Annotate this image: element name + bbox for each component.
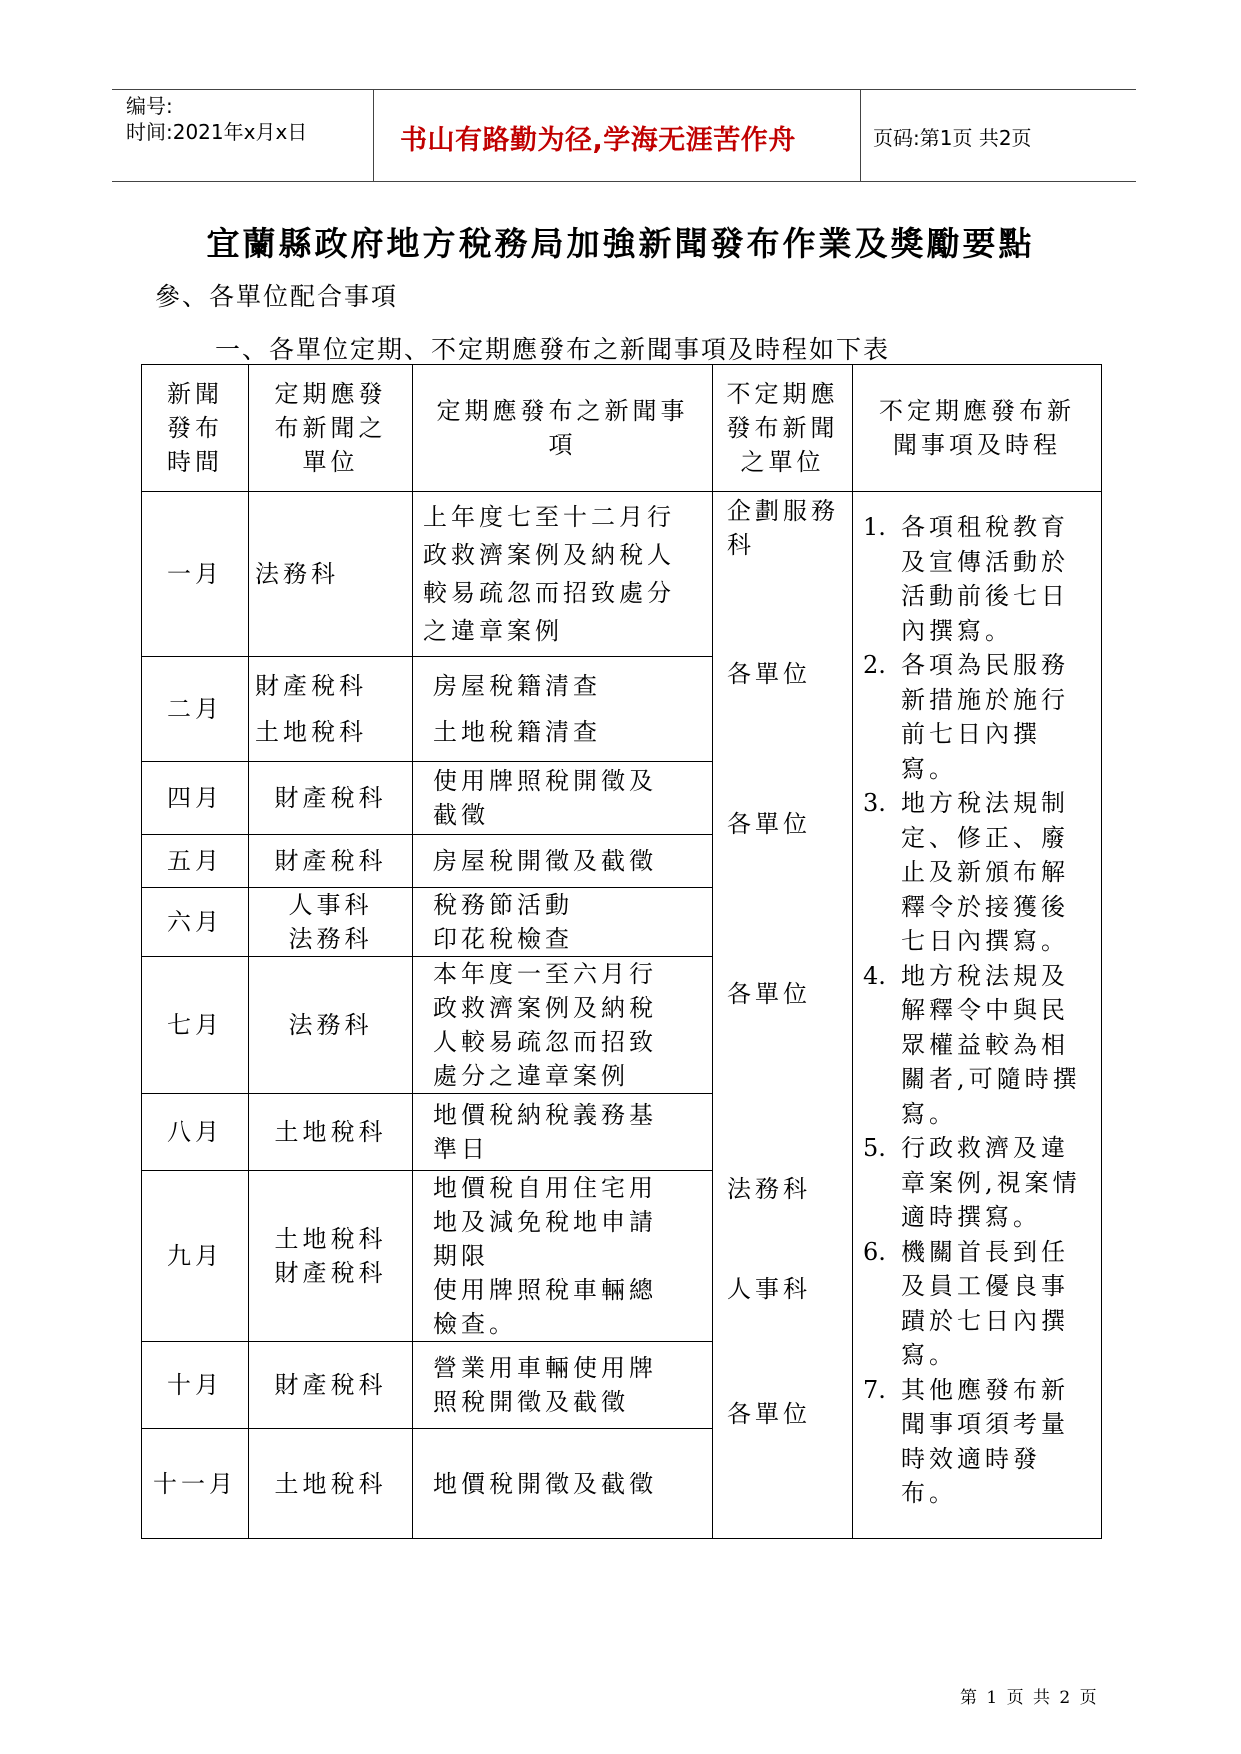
- document-date: 时间:2021年x月x日: [126, 120, 308, 144]
- header-release-time-line: 新聞: [167, 380, 223, 408]
- header-regular-unit-line: 定期應發: [274, 380, 387, 408]
- irregular-unit-label: 各單位: [727, 980, 811, 1008]
- rule-text: 其他應發布新聞事項須考量時效適時發布。: [901, 1375, 1069, 1507]
- regular-item-line: 地價稅開徵及截徵: [433, 1469, 657, 1498]
- regular-item-line: 印花稅檢查: [433, 925, 573, 953]
- regular-item-line: 使用牌照稅開徵及: [433, 767, 657, 795]
- rule-item: [863, 1131, 1093, 1235]
- regular-item-line: 上年度七至十二月行: [423, 503, 675, 531]
- rule-number: 3.: [863, 789, 886, 817]
- irregular-rules-list: [863, 510, 1093, 1511]
- regular-unit-line: 土地稅科: [274, 1225, 387, 1253]
- header-irregular-items-line: 不定期應發布新: [879, 397, 1075, 425]
- header-irregular-unit: [713, 365, 853, 492]
- header-bottom-rule: [112, 181, 1136, 182]
- regular-unit-line: 財產稅科: [274, 1371, 387, 1399]
- regular-item-cell: [413, 888, 713, 957]
- rule-number: 6.: [863, 1237, 886, 1266]
- rule-item: [863, 510, 1093, 648]
- regular-item-line: 照稅開徵及截徵: [433, 1388, 629, 1416]
- regular-item-cell: [413, 492, 713, 657]
- rule-text: 地方稅法規及解釋令中與民眾權益較為相關者,可隨時撰寫。: [901, 961, 1081, 1128]
- header-regular-item: [413, 365, 713, 492]
- regular-item-line: 截徵: [433, 801, 489, 829]
- section-heading: 參、各單位配合事項: [155, 282, 399, 311]
- rule-number: 4.: [863, 961, 886, 990]
- regular-item-line: 本年度一至六月行: [433, 960, 657, 988]
- regular-item-line: 營業用車輛使用牌: [433, 1354, 657, 1382]
- regular-unit-line: 財產稅科: [274, 784, 387, 812]
- regular-item-cell: [413, 1094, 713, 1171]
- rule-text: 各項租稅教育及宣傳活動於活動前後七日內撰寫。: [901, 513, 1069, 645]
- month-cell: 十一月: [142, 1429, 249, 1539]
- rule-text: 地方稅法規制定、修正、廢止及新頒布解釋令於接獲後七日內撰寫。: [901, 789, 1069, 955]
- header-top-rule: [112, 89, 1136, 90]
- regular-item-cell: [413, 957, 713, 1094]
- irregular-unit-label: 各單位: [727, 1400, 811, 1428]
- regular-item-line: 檢查。: [433, 1310, 517, 1338]
- month-cell: 四月: [142, 762, 249, 835]
- irregular-unit-cell: [713, 492, 853, 1539]
- regular-item-line: 房屋稅籍清查: [433, 672, 601, 700]
- rule-number: 7.: [863, 1375, 886, 1404]
- regular-item-line: 地及減免稅地申請: [433, 1208, 657, 1236]
- irregular-unit-label: 法務科: [727, 1175, 811, 1203]
- rule-text: 機關首長到任及員工優良事蹟於七日內撰寫。: [901, 1237, 1069, 1369]
- table-row: [142, 492, 1102, 657]
- regular-unit-line: 法務科: [255, 560, 339, 588]
- regular-item-line: 期限: [433, 1242, 489, 1270]
- table-caption: 一、各單位定期、不定期應發布之新聞事項及時程如下表: [215, 335, 891, 364]
- rule-number: 2.: [863, 651, 886, 679]
- regular-item-cell: [413, 1342, 713, 1429]
- regular-unit-cell: [249, 1429, 413, 1539]
- regular-item-cell: [413, 657, 713, 762]
- rule-number: 5.: [863, 1134, 886, 1162]
- header-regular-unit-line: 布新聞之: [274, 414, 387, 442]
- regular-item-line: 處分之違章案例: [433, 1062, 629, 1090]
- regular-unit-cell: [249, 957, 413, 1094]
- regular-unit-line: 土地稅科: [274, 1118, 387, 1146]
- regular-unit-line: 法務科: [288, 925, 373, 953]
- header-regular-unit-line: 單位: [302, 448, 359, 476]
- header-irregular-unit-line: 之單位: [740, 448, 825, 476]
- regular-unit-cell: [249, 1342, 413, 1429]
- month-cell: 二月: [142, 657, 249, 762]
- irregular-unit-first-line: 企劃服務: [727, 497, 839, 525]
- regular-item-line: 政救濟案例及納稅: [433, 994, 657, 1022]
- regular-unit-line: 土地稅科: [255, 718, 367, 746]
- regular-item-line: 之違章案例: [423, 617, 563, 645]
- regular-item-line: 土地稅籍清查: [433, 718, 601, 746]
- header-irregular-items-line: 聞事項及時程: [893, 431, 1061, 459]
- motto: 书山有路勤为径,学海无涯苦作舟: [400, 125, 796, 156]
- regular-item-line: 人較易疏忽而招致: [433, 1028, 657, 1056]
- irregular-unit-label: 人事科: [727, 1275, 811, 1303]
- header-irregular-unit-line: 不定期應: [726, 380, 839, 408]
- regular-unit-cell: [249, 888, 413, 957]
- regular-item-line: 地價稅納稅義務基: [433, 1101, 657, 1129]
- header-release-time-line: 發布: [167, 414, 223, 442]
- regular-item-cell: [413, 1171, 713, 1342]
- regular-item-line: 較易疏忽而招致處分: [423, 579, 675, 607]
- regular-unit-cell: [249, 835, 413, 888]
- regular-unit-cell: [249, 492, 413, 657]
- regular-item-line: 使用牌照稅車輛總: [433, 1276, 657, 1304]
- header-regular-item-line: 定期應發布之新聞事: [436, 397, 689, 425]
- page-footer: 第 1 页 共 2 页: [960, 1688, 1099, 1708]
- regular-item-cell: [413, 835, 713, 888]
- month-cell: 六月: [142, 888, 249, 957]
- header-release-time-line: 時間: [167, 448, 223, 476]
- regular-unit-line: 法務科: [288, 1011, 373, 1039]
- header-irregular-unit-line: 發布新聞: [726, 414, 839, 442]
- rule-item: [863, 1235, 1093, 1373]
- regular-item-line: 房屋稅開徵及截徵: [433, 847, 657, 875]
- table-header-row: [142, 365, 1102, 492]
- month-cell: 七月: [142, 957, 249, 1094]
- rule-item: [863, 786, 1093, 959]
- regular-item-cell: [413, 1429, 713, 1539]
- rule-number: 1.: [863, 513, 886, 541]
- header-regular-item-line: 項: [548, 431, 577, 459]
- irregular-unit-label: 各單位: [727, 660, 811, 688]
- document-title: 宜蘭縣政府地方稅務局加強新聞發布作業及獎勵要點: [206, 224, 1035, 263]
- regular-unit-cell: [249, 762, 413, 835]
- header-divider-right: [860, 89, 861, 181]
- news-schedule-table: [141, 364, 1102, 1539]
- month-cell: 五月: [142, 835, 249, 888]
- month-cell: 一月: [142, 492, 249, 657]
- regular-item-line: 地價稅自用住宅用: [433, 1174, 657, 1202]
- regular-unit-cell: [249, 1094, 413, 1171]
- page-info: 页码:第1页 共2页: [873, 126, 1032, 150]
- header-irregular-items: [853, 365, 1102, 492]
- month-cell: 八月: [142, 1094, 249, 1171]
- regular-item-line: 政救濟案例及納稅人: [423, 541, 675, 569]
- regular-item-cell: [413, 762, 713, 835]
- header-divider-left: [373, 89, 374, 181]
- regular-unit-line: 人事科: [288, 891, 373, 919]
- regular-unit-line: 財產稅科: [274, 847, 387, 875]
- regular-unit-cell: [249, 1171, 413, 1342]
- regular-unit-line: 土地稅科: [274, 1469, 387, 1498]
- document-number-label: 编号:: [126, 94, 173, 118]
- month-cell: 十月: [142, 1342, 249, 1429]
- regular-unit-line: 財產稅科: [255, 672, 367, 700]
- regular-item-line: 準日: [433, 1135, 489, 1163]
- rule-text: 各項為民服務新措施於施行前七日內撰寫。: [901, 651, 1069, 783]
- rule-item: [863, 1373, 1093, 1511]
- header-regular-unit: [249, 365, 413, 492]
- rule-text: 行政救濟及違章案例,視案情適時撰寫。: [901, 1134, 1081, 1231]
- month-cell: 九月: [142, 1171, 249, 1342]
- irregular-unit-first: [727, 494, 839, 562]
- regular-unit-line: 財產稅科: [274, 1259, 387, 1287]
- header-release-time: [142, 365, 249, 492]
- rule-item: [863, 959, 1093, 1132]
- regular-unit-cell: [249, 657, 413, 762]
- irregular-items-cell: [853, 492, 1102, 1539]
- regular-item-line: 稅務節活動: [433, 891, 573, 919]
- rule-item: [863, 648, 1093, 786]
- irregular-unit-first-line: 科: [727, 531, 755, 559]
- irregular-unit-label: 各單位: [727, 810, 811, 838]
